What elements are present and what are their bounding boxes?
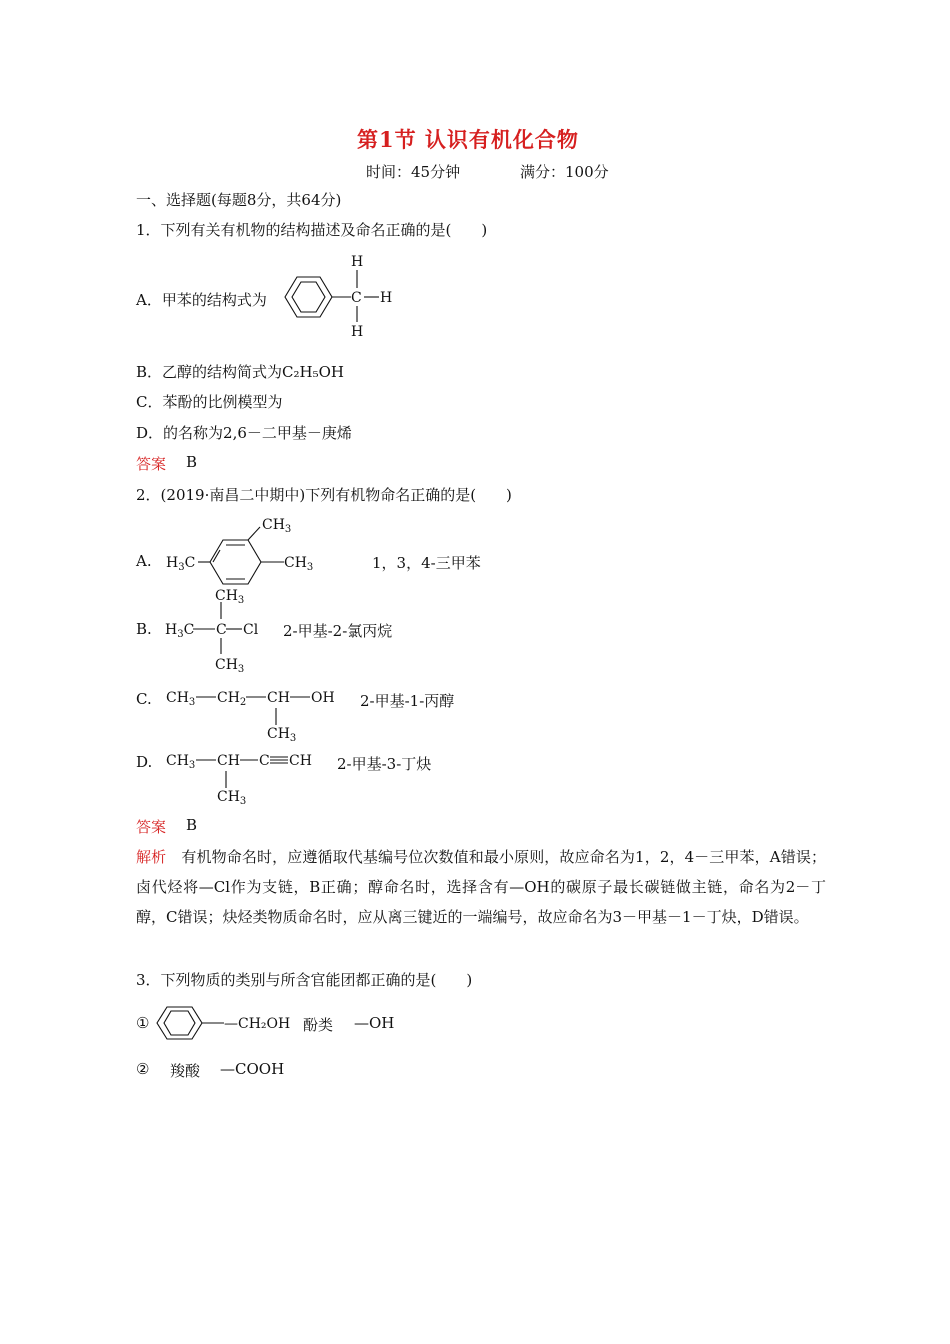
svg-text:C: C [216,622,227,638]
q3-item2-number: ② [136,1060,150,1078]
svg-text:OH: OH [311,690,335,706]
q2-option-b-label: B. [136,620,152,638]
q3-item2-class: 羧酸 [170,1062,201,1080]
q2-option-c-name: 2-甲基-1-丙醇 [360,692,455,710]
trimethylbenzene-structure [160,512,340,584]
section-heading: 一、选择题(每题8分，共64分) [136,191,342,209]
svg-text:CH3: $CH_3$ [267,726,297,744]
svg-text:H3C: $H_3C$ [165,622,195,640]
q2-answer: B [186,816,198,834]
benzene-inner-ring [292,282,325,312]
page-title: 第1节 认识有机化合物 [357,127,579,152]
chloropropane-structure [160,582,270,675]
butyne-structure [160,743,335,808]
svg-text:CH2: $CH_2$ [217,690,247,708]
svg-text:H3C: $H_3C$ [166,555,196,573]
atom-h-bottom: H [351,324,364,340]
q2-option-d-name: 2-甲基-3-丁炔 [337,755,432,773]
q3-item1-class: 酚类 [303,1016,334,1034]
svg-text:CH3: $CH_3$ [284,555,314,573]
svg-text:CH3: $CH_3$ [262,517,292,535]
svg-text:CH3: $CH_3$ [217,789,247,807]
atom-h-right: H [380,290,393,306]
q3-stem: 3．下列物质的类别与所含官能团都正确的是( ) [136,971,473,989]
q1-option-a: A．甲苯的结构式为 [136,291,267,309]
svg-text:CH3: $CH_3$ [166,753,196,771]
q2-stem: 2．(2019·南昌二中期中)下列有机物命名正确的是( ) [136,486,512,504]
q2-analysis-text: 有机物命名时，应遵循取代基编号位次数值和最小原则，故应命名为1，2，4－三甲苯，A错误；卤代烃将—Cl作为支链，B正确；醇命名时，选择含有—OH的碳原子最长碳链做主链，命名为2－丁醇，C错误；炔烃类物质命名时，应从离三键近的一端编号，故应命名为3－甲基－1－丁炔，D错误。 [136,848,826,926]
svg-text:CH: CH [289,753,312,769]
svg-text:CH3: $CH_3$ [215,657,245,675]
q2-analysis [136,842,826,932]
q2-answer-label: 答案 [136,818,167,836]
toluene-structure [280,250,410,345]
full-score: 满分：100分 [520,163,609,181]
q2-analysis-label: 解析 [136,848,167,866]
q2-option-a-name: 1，3，4-三甲苯 [372,554,481,572]
q3-item2-func: —COOH [220,1060,285,1078]
atom-h-top: H [351,254,364,270]
q2-option-a-label: A. [136,552,152,570]
benzyl-alcohol-structure [152,1002,292,1046]
q1-option-d: D．的名称为2,6－二甲基－庚烯 [136,424,352,442]
q2-option-b-name: 2-甲基-2-氯丙烷 [283,622,393,640]
q1-stem: 1．下列有关有机物的结构描述及命名正确的是( ) [136,221,488,239]
q2-option-c-label: C. [136,690,152,708]
svg-text:CH: CH [267,690,290,706]
q3-item1-group: —CH₂OH [224,1016,291,1032]
svg-text:CH3: $CH_3$ [166,690,196,708]
q1-answer: B [186,453,198,471]
svg-text:CH: CH [217,753,240,769]
svg-text:C: C [259,753,270,769]
q3-item1-func: —OH [354,1014,395,1032]
q1-option-c: C．苯酚的比例模型为 [136,393,283,411]
svg-text:Cl: Cl [243,622,259,638]
atom-c: C [351,290,362,306]
q2-option-d-label: D. [136,753,153,771]
svg-text:CH3: $CH_3$ [215,588,245,606]
propanol-structure [160,680,345,745]
q1-option-b: B．乙醇的结构简式为C₂H₅OH [136,363,344,381]
time-limit: 时间：45分钟 [366,163,461,181]
q3-item1-number: ① [136,1014,150,1032]
q1-answer-label: 答案 [136,455,167,473]
